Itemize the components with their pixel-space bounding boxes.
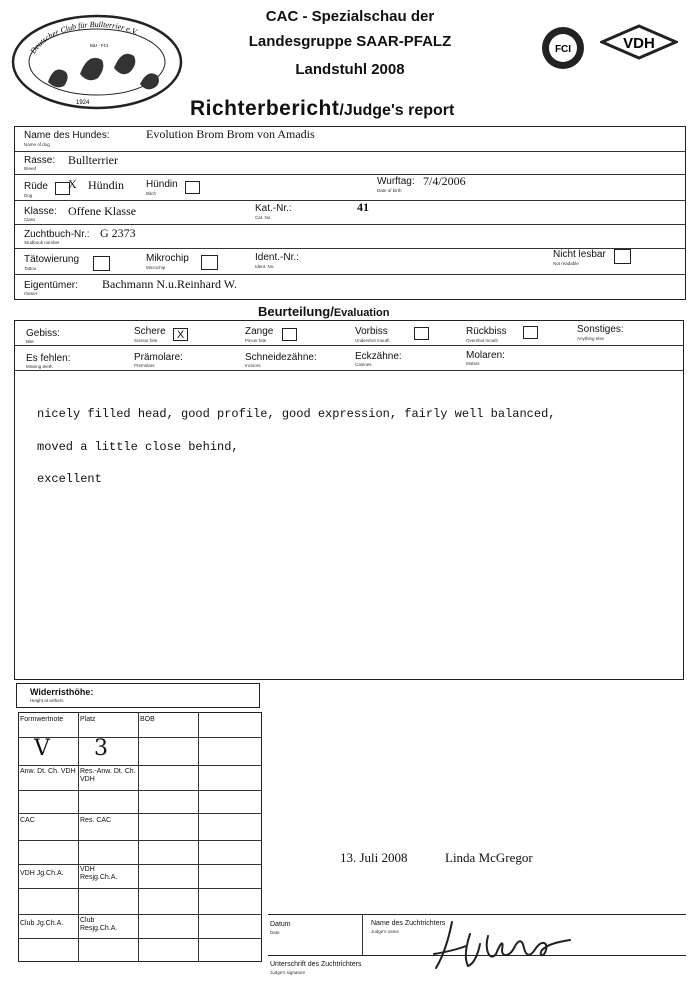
molar-label: Molaren:: [466, 350, 505, 361]
club-jg-label: Club Jg.Ch.A.: [20, 920, 64, 927]
premolar-label: Prämolare:: [134, 352, 183, 363]
breed-value: Bullterrier: [68, 153, 118, 167]
scissor-label: Schere: [134, 326, 166, 337]
svg-text:FCI: FCI: [554, 44, 572, 55]
svg-text:Deutscher Club für Bullterrier: Deutscher Club für Bullterrier e.V.: [28, 19, 140, 56]
anw-label: Anw. Dt. Ch. VDH: [20, 768, 76, 775]
grade-label: Formwertnote: [20, 716, 64, 723]
unreadable-checkbox[interactable]: [614, 249, 631, 264]
scissor-checkbox[interactable]: X: [173, 328, 188, 341]
studbook-label: Zuchtbuch-Nr.:: [24, 229, 90, 240]
class-label: Klasse:: [24, 206, 57, 217]
vdh-resjg-label: VDH Resjg.Ch.A.: [80, 866, 118, 881]
grade-value: V: [34, 736, 50, 761]
female-checkbox[interactable]: [185, 181, 200, 194]
judge-name-value: Linda McGregor: [445, 850, 533, 865]
teeth-label: Gebiss:: [26, 328, 60, 339]
report-title: Richterbericht/Judge's report: [190, 97, 455, 120]
tattoo-label: Tätowierung: [24, 254, 80, 265]
res-anw-label: Res.-Anw. Dt. Ch. VDH: [80, 768, 136, 783]
pincer-label: Zange: [245, 326, 274, 337]
club-resjg-label: Club Resjg.Ch.A.: [80, 917, 118, 932]
dog-name-value: Evolution Brom Brom von Amadis: [146, 127, 315, 141]
show-title-line1: CAC - Spezialschau der: [265, 8, 435, 25]
height-label: Widerristhöhe:: [30, 687, 94, 697]
studbook-value: G 2373: [100, 226, 136, 240]
place-label: Platz: [80, 716, 96, 723]
microchip-checkbox[interactable]: [201, 255, 218, 270]
overshot-label: Rückbiss: [466, 326, 507, 337]
cat-no-value: 41: [357, 200, 369, 214]
signature-label: Unterschrift des Zuchtrichters: [270, 961, 362, 968]
whelp-value: 7/4/2006: [423, 174, 466, 188]
date-value: 13. Juli 2008: [340, 850, 408, 865]
owner-value: Bachmann N.u.Reinhard W.: [102, 277, 237, 291]
microchip-label: Mikrochip: [146, 253, 189, 264]
date-label: Datum: [270, 921, 291, 928]
overshot-checkbox[interactable]: [523, 326, 538, 339]
place-value: 3: [94, 736, 108, 761]
comment-line: nicely filled head, good profile, good expression, fairly well balanced,: [37, 407, 556, 421]
missing-teeth-label: Es fehlen:: [26, 353, 71, 364]
ident-label: Ident.-Nr.:: [255, 252, 299, 263]
undershot-checkbox[interactable]: [414, 327, 429, 340]
evaluation-title: Beurteilung/Evaluation: [258, 304, 390, 319]
res-cac-label: Res. CAC: [80, 817, 112, 824]
fci-logo: [541, 26, 585, 70]
breed-label: Rasse:: [24, 155, 56, 166]
class-value: Offene Klasse: [68, 204, 137, 218]
vdh-logo: [600, 24, 678, 60]
cac-label: CAC: [20, 817, 35, 824]
male-label: Rüde: [24, 181, 48, 192]
dog-name-label: Name des Hundes:: [24, 130, 110, 141]
comment-line: moved a little close behind,: [37, 440, 239, 454]
judge-name-label: Name des Zuchtrichters: [371, 920, 446, 927]
incisor-label: Schneidezähne:: [245, 352, 317, 363]
club-logo: [10, 12, 185, 112]
canine-label: Eckzähne:: [355, 351, 402, 362]
cat-no-label: Kat.-Nr.:: [255, 203, 292, 214]
evaluation-box: [14, 320, 684, 680]
female-label: Hündin: [88, 178, 124, 192]
show-title-line2: Landesgruppe SAAR-PFALZ: [248, 33, 452, 50]
whelp-label: Wurftag:: [377, 176, 415, 187]
sex-mark: X: [68, 177, 77, 191]
tattoo-checkbox[interactable]: [93, 256, 110, 271]
show-title-line3: Landstuhl 2008: [295, 61, 405, 78]
svg-text:1924: 1924: [76, 100, 90, 106]
comment-line: excellent: [37, 472, 102, 486]
undershot-label: Vorbiss: [355, 326, 388, 337]
svg-text:MU - FCI: MU - FCI: [90, 43, 109, 48]
vdh-jg-label: VDH Jg.Ch.A.: [20, 870, 64, 877]
other-label: Sonstiges:: [577, 324, 624, 335]
owner-label: Eigentümer:: [24, 280, 78, 291]
judge-signature: [430, 914, 610, 974]
svg-text:VDH: VDH: [623, 35, 655, 52]
bob-label: BOB: [140, 716, 155, 723]
female-label-2: Hündin: [146, 179, 178, 190]
pincer-checkbox[interactable]: [282, 328, 297, 341]
unreadable-label: Nicht lesbar: [553, 249, 606, 260]
